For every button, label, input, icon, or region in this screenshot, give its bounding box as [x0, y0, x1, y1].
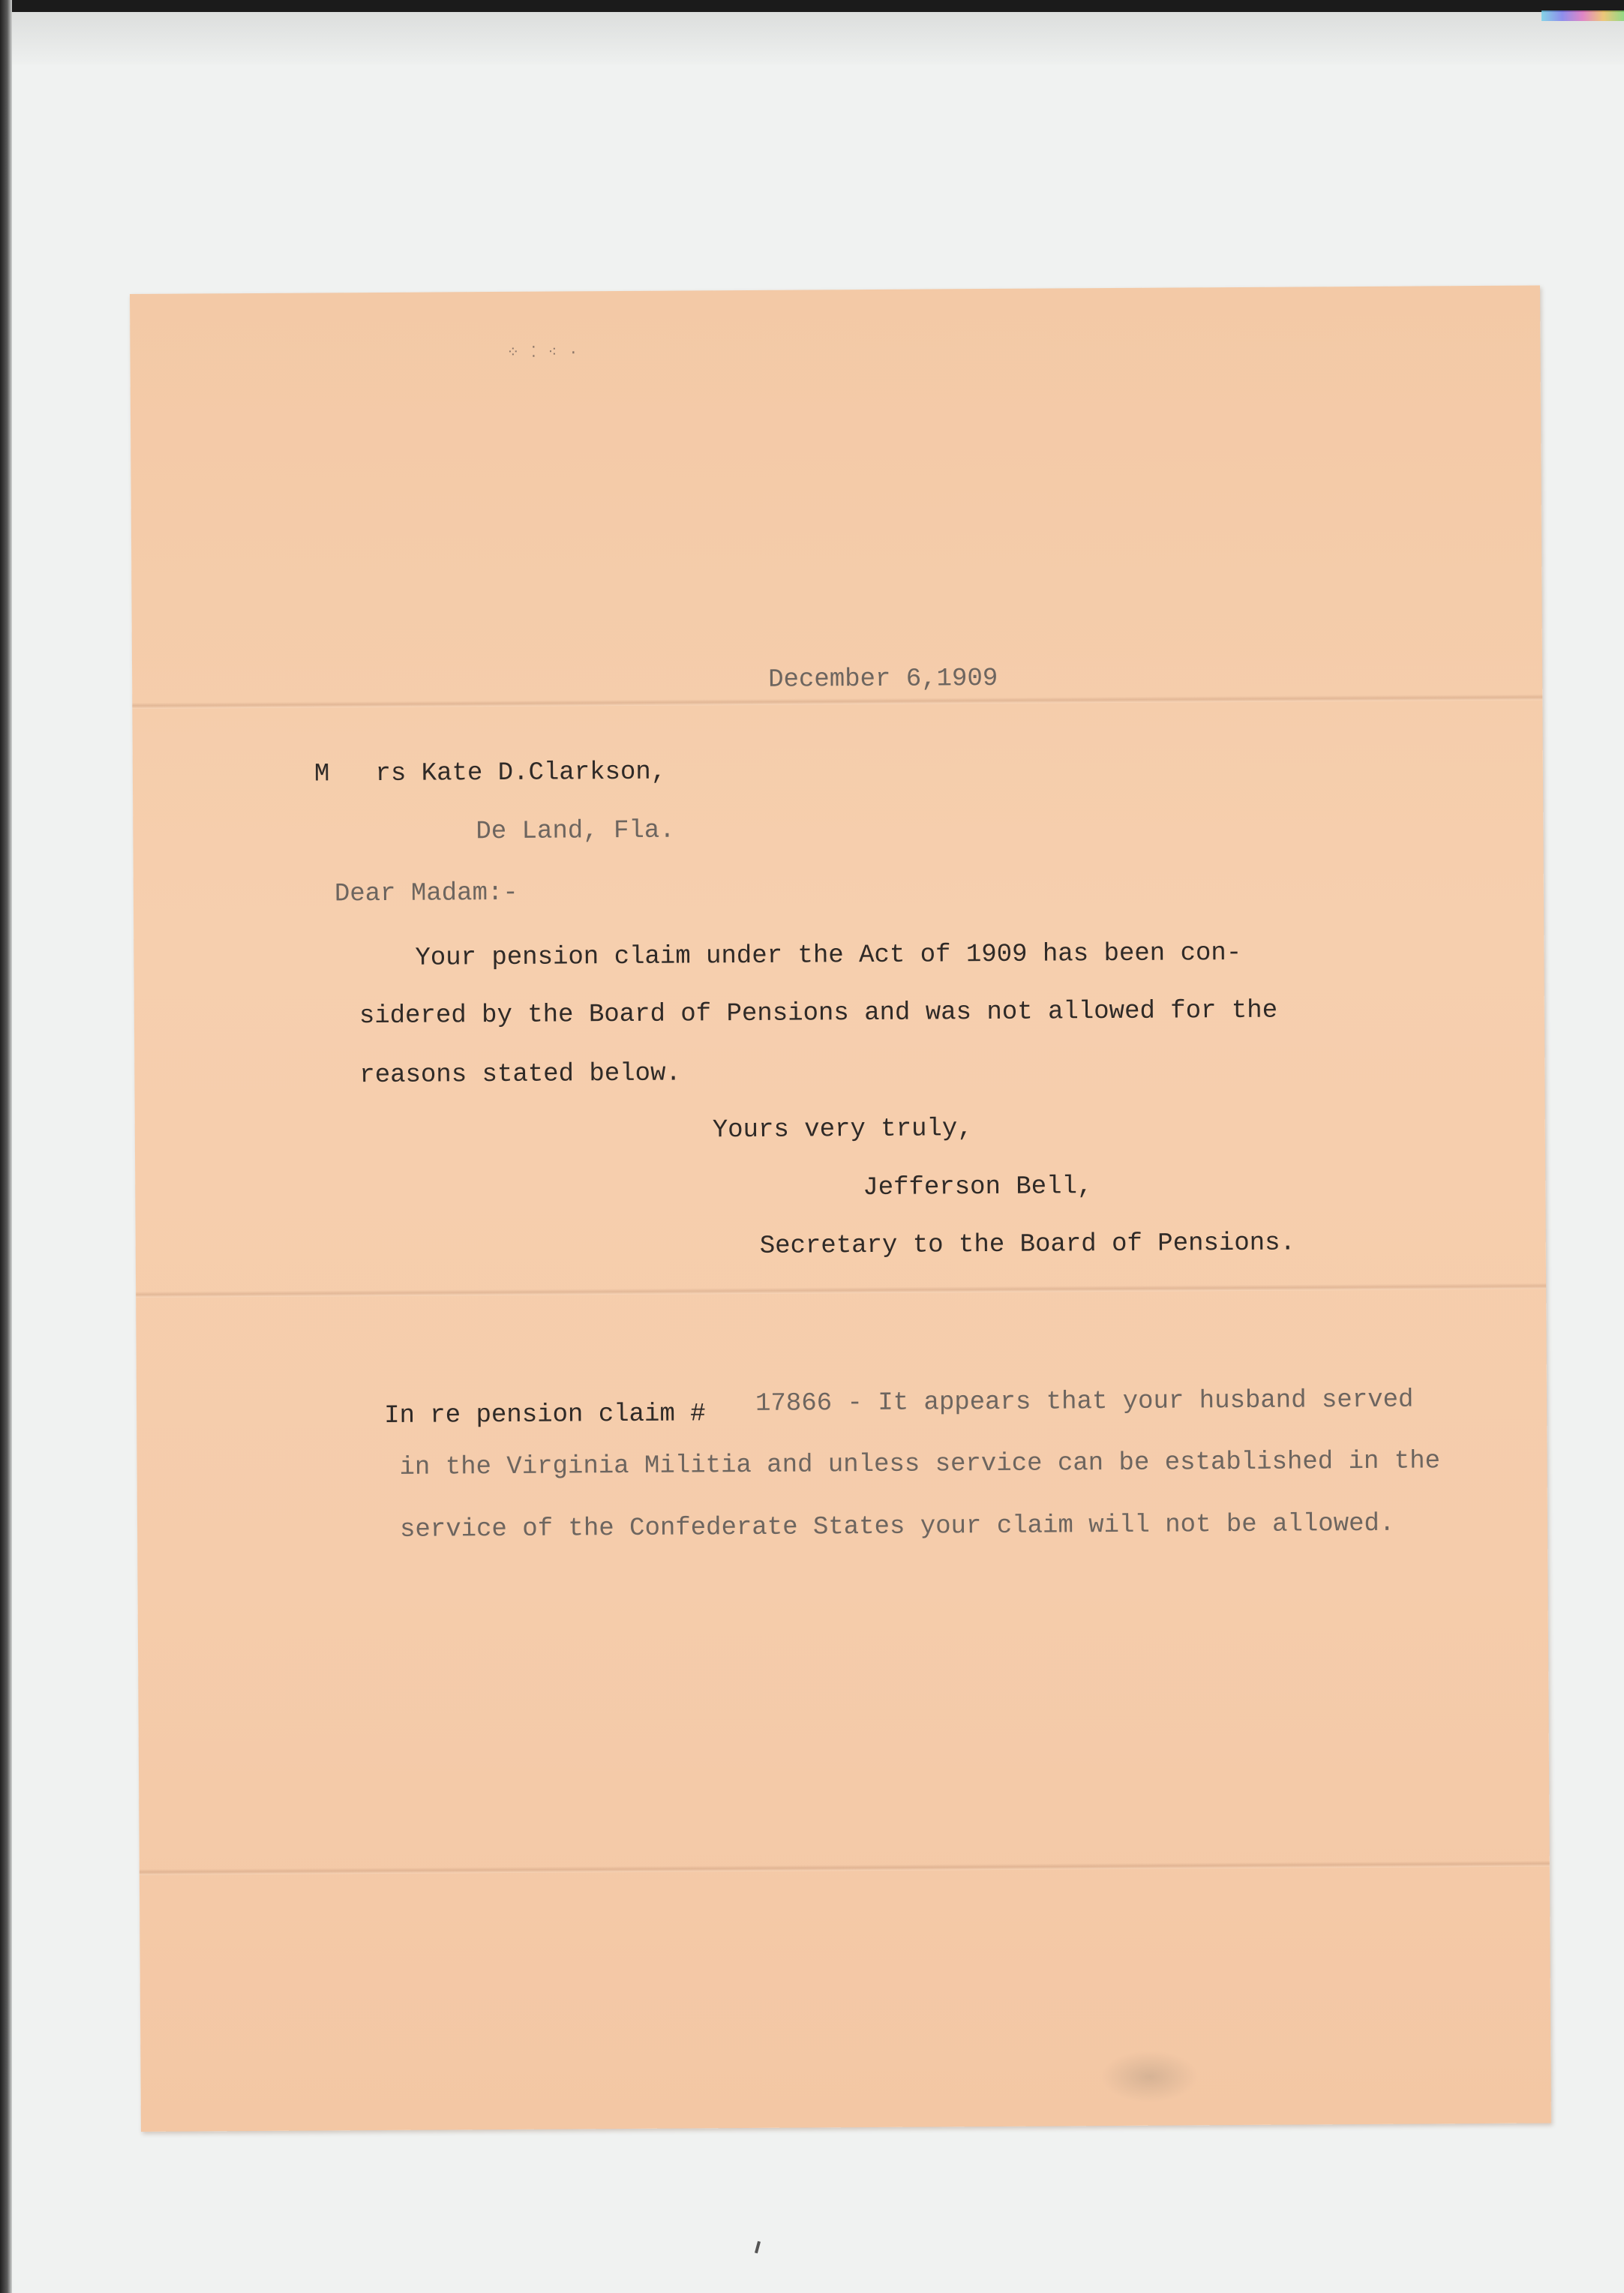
paper-fold: [136, 1283, 1546, 1297]
claim-line: service of the Confederate States your claim will not be allowed.: [399, 1509, 1395, 1544]
body-line: sidered by the Board of Pensions and was not allowed for the: [359, 996, 1278, 1031]
paper-smudge: [1100, 2050, 1198, 2103]
salutation: Dear Madam:-: [334, 878, 518, 909]
scan-left-edge: [0, 0, 12, 2293]
scan-top-edge: [0, 0, 1624, 12]
scan-top-shadow: [12, 12, 1624, 65]
recipient-name: M rs Kate D.Clarkson,: [314, 758, 667, 789]
letter-paper: [130, 286, 1551, 2132]
recipient-city: De Land, Fla.: [476, 816, 675, 847]
claim-line: in the Virginia Militia and unless service can be established in the: [399, 1447, 1441, 1482]
closing: Yours very truly,: [712, 1115, 973, 1145]
body-line: Your pension claim under the Act of 1909 has been con-: [415, 938, 1242, 973]
paper-fold: [140, 1860, 1550, 1874]
ink-mark: ⁘ ⁚ ⁖ ·: [506, 344, 580, 362]
body-line: reasons stated below.: [359, 1059, 681, 1091]
claim-label: In re pension claim #: [384, 1400, 706, 1430]
scanner-color-strip: [1541, 11, 1624, 21]
claim-line: 17866 - It appears that your husband served: [755, 1385, 1414, 1418]
paper-fold: [132, 695, 1542, 709]
scan-mark: [755, 2241, 761, 2253]
letter-date: December 6,1909: [768, 664, 998, 695]
signer-name: Jefferson Bell,: [863, 1172, 1093, 1203]
signer-title: Secretary to the Board of Pensions.: [759, 1229, 1296, 1261]
